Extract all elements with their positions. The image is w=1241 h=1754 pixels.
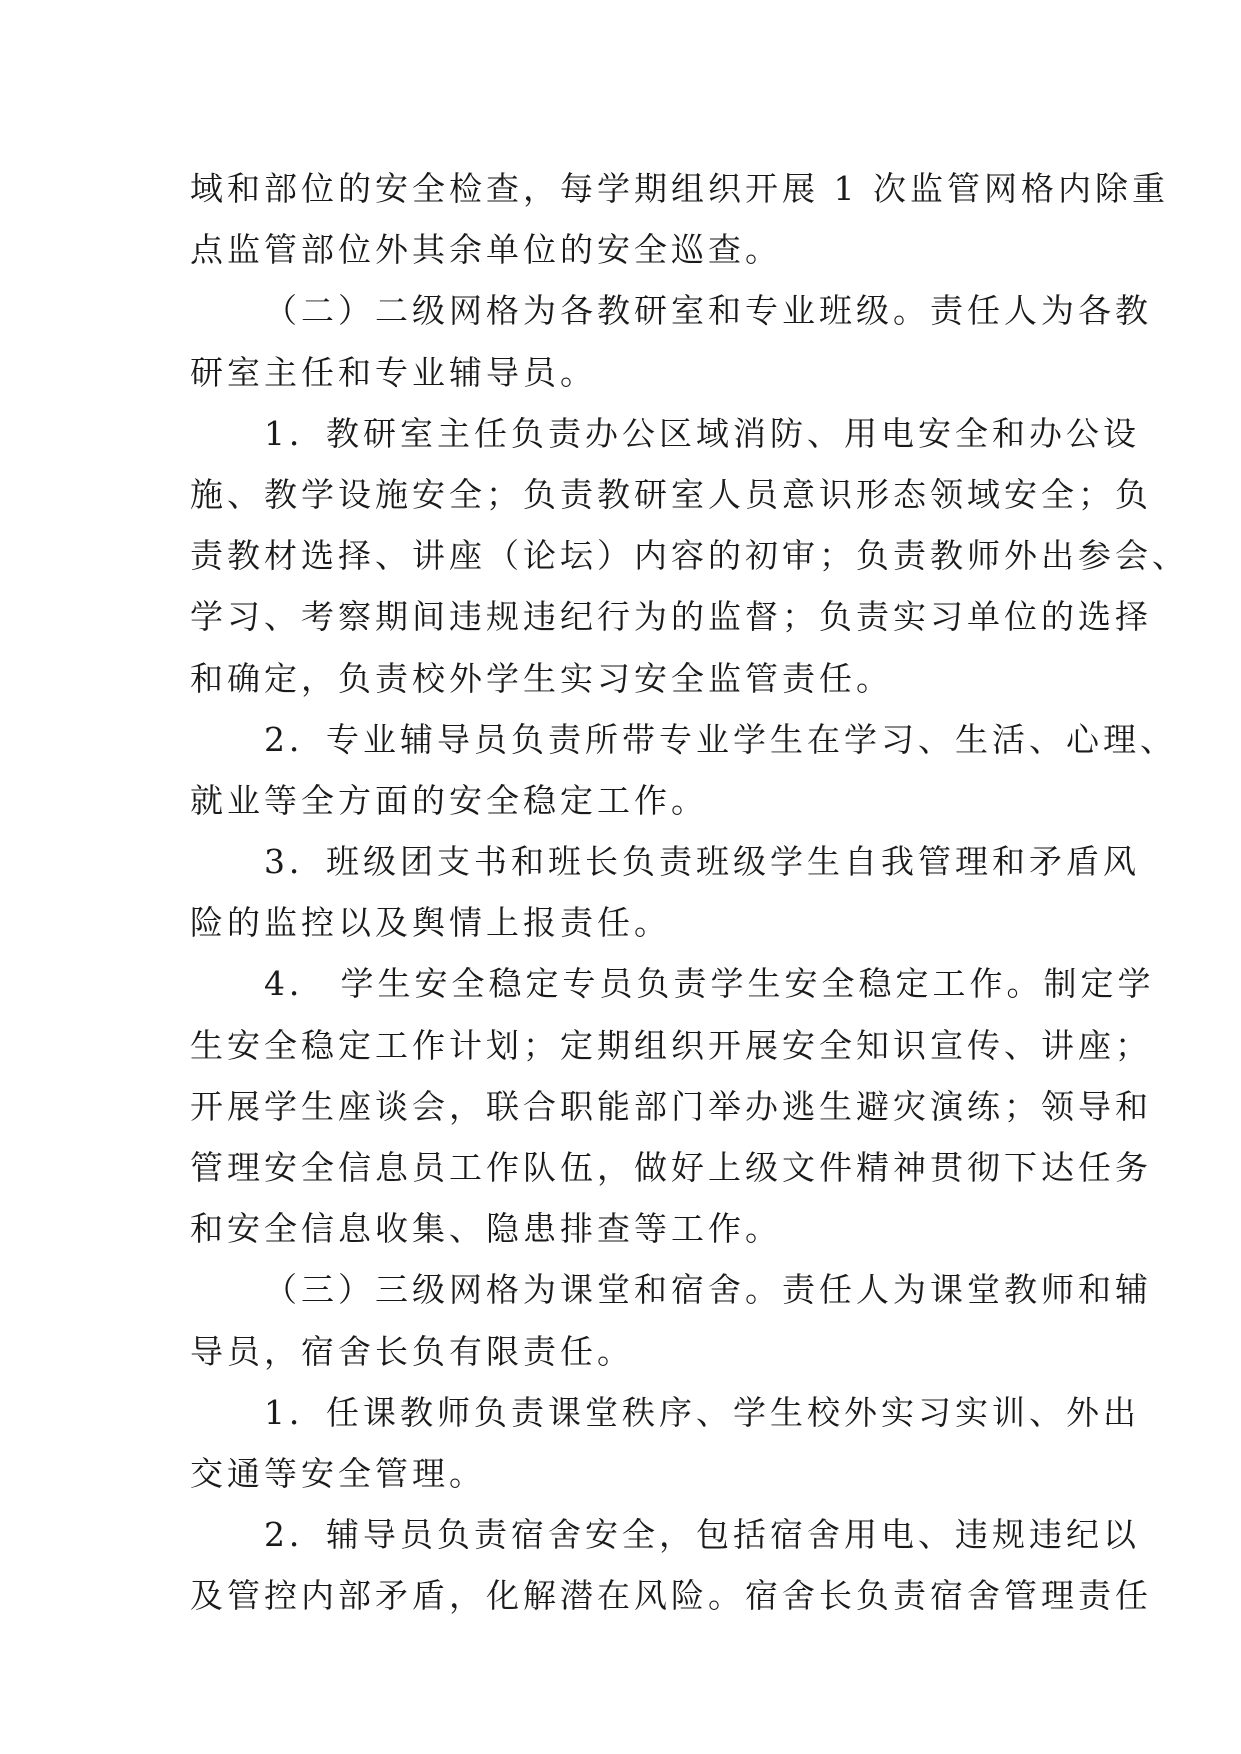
text-line: （二）二级网格为各教研室和专业班级。责任人为各教 <box>264 291 1152 331</box>
text-line: 1．任课教师负责课堂秩序、学生校外实习实训、外出 <box>264 1392 1140 1432</box>
text-line: 导员，宿舍长负有限责任。 <box>190 1331 634 1371</box>
text-line: 责教材选择、讲座（论坛）内容的初审；负责教师外出参会、 <box>190 536 1189 576</box>
text-line: 4． 学生安全稳定专员负责学生安全稳定工作。制定学 <box>264 964 1155 1004</box>
text-line: 点监管部位外其余单位的安全巡查。 <box>190 230 782 270</box>
text-line: 学习、考察期间违规违纪行为的监督；负责实习单位的选择 <box>190 597 1152 637</box>
text-line: 及管控内部矛盾，化解潜在风险。宿舍长负责宿舍管理责任 <box>190 1576 1152 1616</box>
text-line: 2．辅导员负责宿舍安全，包括宿舍用电、违规违纪以 <box>264 1515 1140 1555</box>
text-line: 生安全稳定工作计划；定期组织开展安全知识宣传、讲座； <box>190 1025 1152 1065</box>
text-line: 1．教研室主任负责办公区域消防、用电安全和办公设 <box>264 413 1140 453</box>
text-line: 研室主任和专业辅导员。 <box>190 352 597 392</box>
text-line: 就业等全方面的安全稳定工作。 <box>190 780 708 820</box>
text-line: （三）三级网格为课堂和宿舍。责任人为课堂教师和辅 <box>264 1270 1152 1310</box>
text-line: 交通等安全管理。 <box>190 1453 486 1493</box>
document-body <box>190 158 1189 1627</box>
text-line: 2．专业辅导员负责所带专业学生在学习、生活、心理、 <box>264 719 1177 759</box>
text-line: 施、教学设施安全；负责教研室人员意识形态领域安全；负 <box>190 474 1152 514</box>
text-line: 和安全信息收集、隐患排查等工作。 <box>190 1209 782 1249</box>
text-line: 和确定，负责校外学生实习安全监管责任。 <box>190 658 893 698</box>
text-line: 3．班级团支书和班长负责班级学生自我管理和矛盾风 <box>264 842 1140 882</box>
text-line: 开展学生座谈会，联合职能部门举办逃生避灾演练；领导和 <box>190 1086 1152 1126</box>
text-line: 险的监控以及舆情上报责任。 <box>190 903 671 943</box>
text-line: 管理安全信息员工作队伍，做好上级文件精神贯彻下达任务 <box>190 1148 1152 1187</box>
text-line: 域和部位的安全检查，每学期组织开展 1 次监管网格内除重 <box>190 169 1169 208</box>
